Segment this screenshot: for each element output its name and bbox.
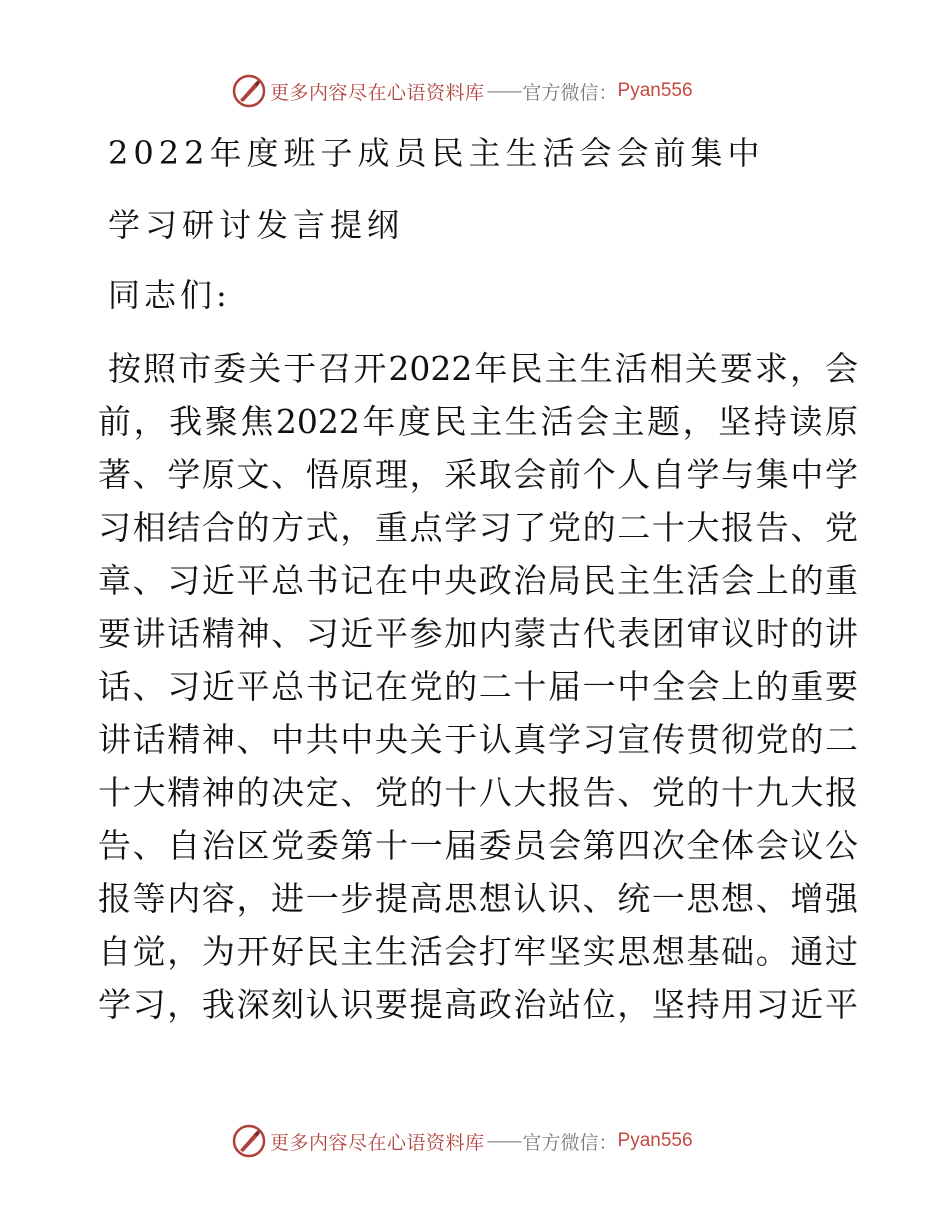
watermark-label: 官方微信： — [522, 81, 618, 104]
body-line: 习相结合的方式，重点学习了党的二十大报告、党 — [98, 508, 858, 547]
watermark-text: 更多内容尽在心语资料库 — [270, 1131, 485, 1154]
body-paragraph — [98, 342, 858, 1031]
body-line: 话、习近平总书记在党的二十届一中全会上的重要 — [98, 667, 858, 706]
body-line: 报等内容，进一步提高思想认识、统一思想、增强 — [98, 879, 858, 918]
body-line: 十大精神的决定、党的十八大报告、党的十九大报 — [98, 773, 858, 812]
watermark-header — [232, 74, 693, 108]
body-line: 著、学原文、悟原理，采取会前个人自学与集中学 — [98, 455, 858, 494]
watermark-wechat-id: Pyan556 — [617, 80, 693, 101]
body-line: 按照市委关于召开2022年民主生活相关要求，会 — [108, 349, 858, 388]
watermark-dash: —— — [486, 1130, 521, 1152]
document-title-line-2: 学习研讨发言提纲 — [108, 206, 405, 244]
salutation: 同志们: — [108, 276, 231, 314]
body-line: 讲话精神、中共中央关于认真学习宣传贯彻党的二 — [98, 720, 858, 759]
body-line: 前，我聚焦2022年度民主生活会主题，坚持读原 — [98, 402, 858, 441]
pen-logo-icon — [232, 74, 266, 108]
watermark-wechat-id: Pyan556 — [617, 1130, 693, 1151]
body-line: 告、自治区党委第十一届委员会第四次全体会议公 — [98, 826, 858, 865]
watermark-text: 更多内容尽在心语资料库 — [270, 81, 485, 104]
watermark-footer — [232, 1124, 693, 1158]
document-title-line-1: 2022年度班子成员民主生活会会前集中 — [108, 134, 765, 172]
body-line: 自觉，为开好民主生活会打牢坚实思想基础。通过 — [98, 932, 858, 971]
watermark-label: 官方微信： — [522, 1131, 618, 1154]
watermark-dash: —— — [486, 80, 521, 102]
body-line: 要讲话精神、习近平参加内蒙古代表团审议时的讲 — [98, 614, 858, 653]
body-line: 章、习近平总书记在中央政治局民主生活会上的重 — [98, 561, 858, 600]
body-line: 学习，我深刻认识要提高政治站位，坚持用习近平 — [98, 985, 858, 1024]
pen-logo-icon — [232, 1124, 266, 1158]
